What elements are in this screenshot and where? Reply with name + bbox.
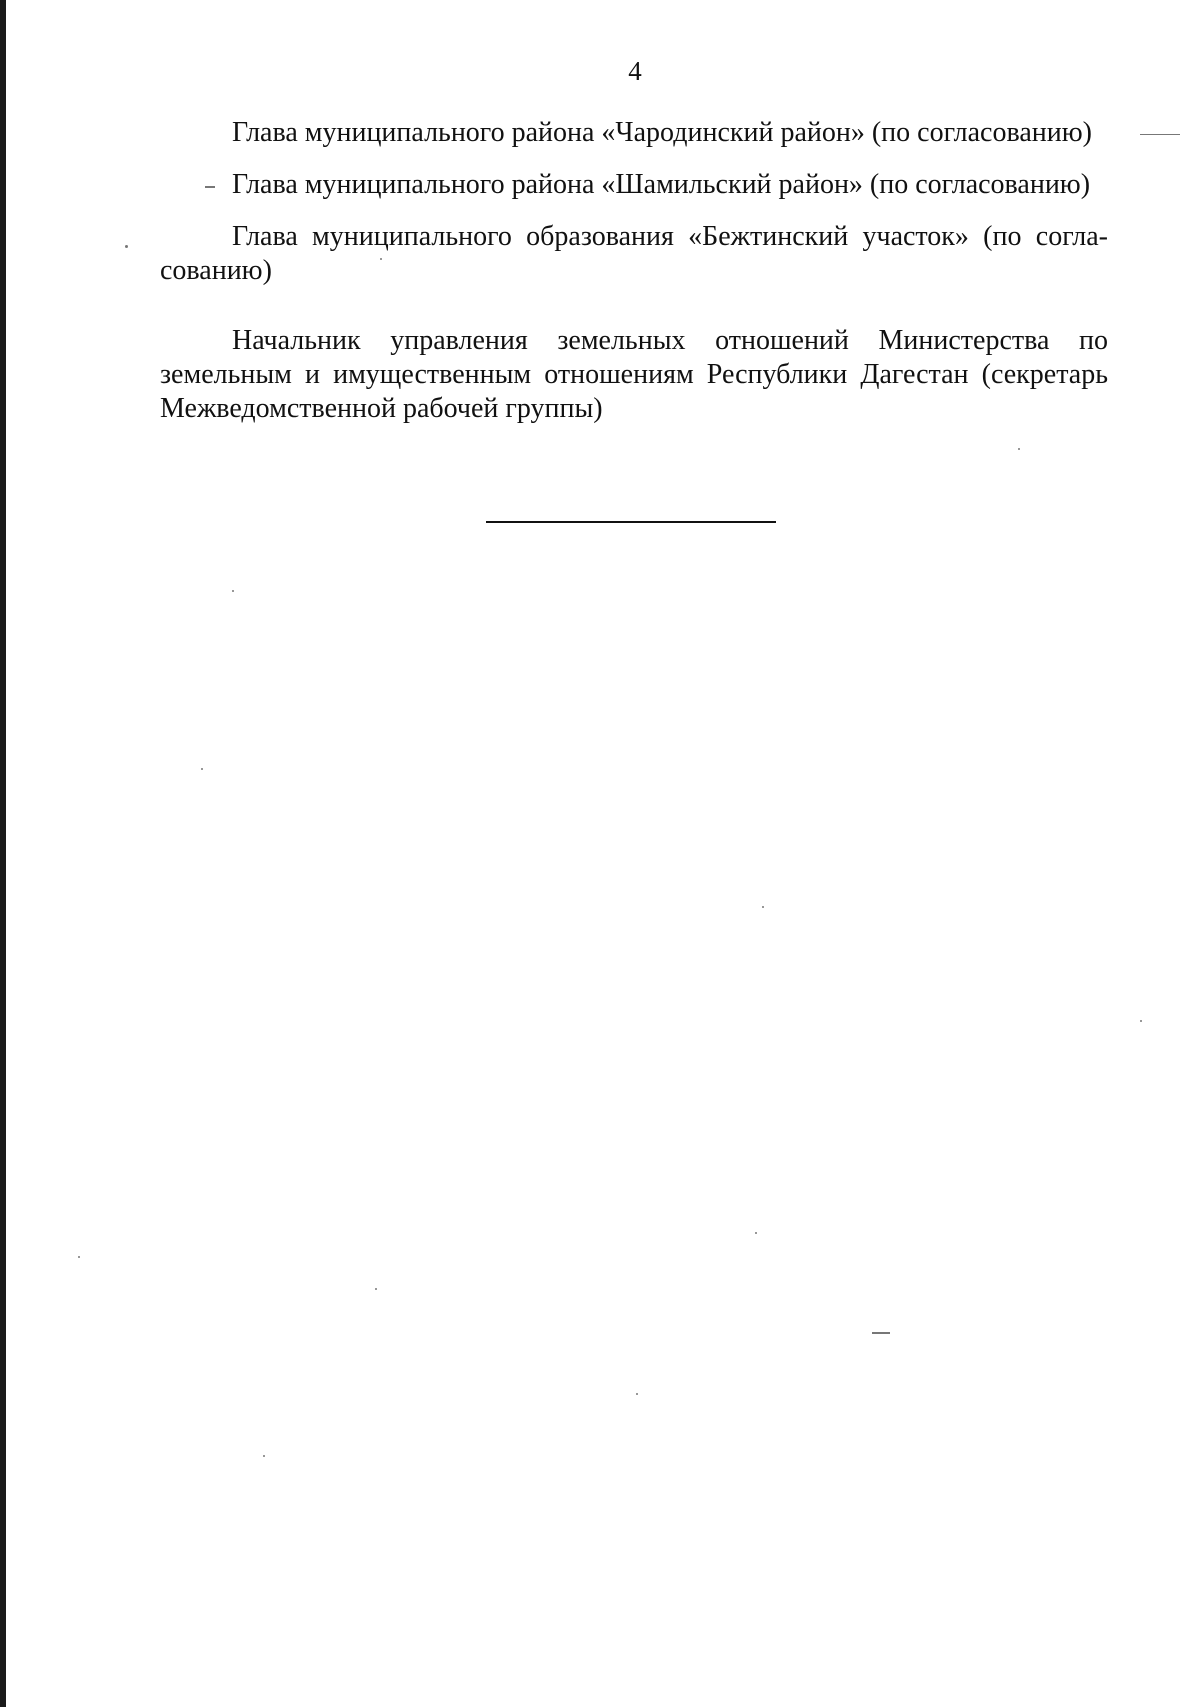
scan-speck <box>636 1393 638 1395</box>
scan-speck <box>1018 448 1020 450</box>
scan-speck <box>1140 1020 1142 1022</box>
scan-speck <box>380 258 382 260</box>
document-body <box>160 116 1108 444</box>
scan-left-edge <box>0 0 6 1707</box>
closing-separator-line <box>486 521 776 523</box>
scan-speck <box>201 768 203 770</box>
scan-speck <box>762 906 764 908</box>
scan-speck <box>232 590 234 592</box>
scan-speck <box>755 1232 757 1234</box>
paragraph-charodinsky: Глава муниципального района «Чародинский район» (по согласованию) <box>232 117 1092 148</box>
paragraph-bezhtinsky: Глава муниципального образования «Бежтинский участок» (по согла-сованию) <box>160 221 1108 286</box>
scan-speck <box>375 1288 377 1290</box>
scan-speck <box>263 1455 265 1457</box>
scan-speck <box>78 1256 80 1258</box>
scan-speck <box>205 186 215 188</box>
scan-speck <box>125 245 128 248</box>
paragraph-land-relations-head: Начальник управления земельных отношений Министерства по земельным и имущественным отношениям Республики Дагестан (секретарь Межведомственной рабочей группы) <box>160 325 1108 424</box>
page-number: 4 <box>628 56 642 86</box>
paragraph-shamilsky: Глава муниципального района «Шамильский район» (по согласованию) <box>232 169 1091 200</box>
scan-speck <box>872 1332 890 1334</box>
scan-speck <box>1140 134 1180 135</box>
